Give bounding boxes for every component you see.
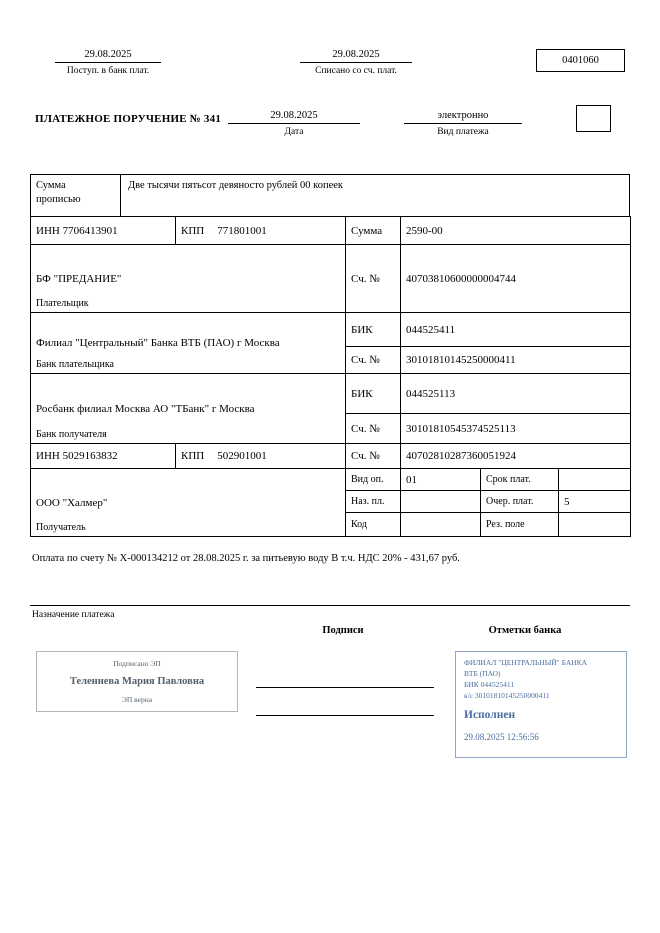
payee-kpp-label: КПП [181, 450, 205, 462]
reserve-value [559, 513, 631, 537]
form-code-box: 0401060 [536, 49, 625, 72]
ep-stamp-bottom: ЭП верна [121, 695, 153, 704]
doc-title: ПЛАТЕЖНОЕ ПОРУЧЕНИЕ № 341 [35, 113, 222, 125]
bank-stamp-line4: к/с 30101810145250000411 [464, 690, 550, 700]
received-date-group [55, 49, 161, 76]
code-value [401, 513, 481, 537]
received-date: 29.08.2025 [55, 49, 161, 63]
payee-inn: ИНН 5029163832 [31, 444, 176, 469]
payer-account-label: Сч. № [346, 245, 401, 313]
doc-date-group [228, 110, 360, 137]
payer-bank-name: Филиал "Центральный" Банка ВТБ (ПАО) г Москва [36, 337, 280, 349]
payer-account-value: 40703810600000004744 [401, 245, 631, 313]
payee-section-label: Получатель [36, 522, 86, 533]
header-empty-box [576, 105, 611, 132]
code-label: Код [346, 513, 401, 537]
reserve-label: Рез. поле [481, 513, 559, 537]
amount-value: 2590-00 [401, 217, 631, 245]
payee-bank-cell [31, 374, 346, 444]
payee-cell [31, 469, 346, 537]
payee-bank-bik-value: 044525113 [401, 374, 631, 414]
np-value [401, 491, 481, 513]
amount-words-label-line2: прописью [36, 194, 81, 206]
payer-kpp [176, 217, 346, 245]
payment-kind-caption: Вид платежа [437, 127, 489, 137]
bank-stamp-datetime: 29.08.2025 12:56:56 [464, 732, 539, 743]
received-caption: Поступ. в банк плат. [66, 66, 150, 76]
doc-date-caption: Дата [284, 127, 304, 137]
ep-stamp-top: Подписано ЭП [113, 659, 161, 668]
queue-label: Очер. плат. [481, 491, 559, 513]
bank-stamp-line1: ФИЛИАЛ "ЦЕНТРАЛЬНЫЙ" БАНКА [464, 658, 588, 667]
payee-bank-account-label: Сч. № [346, 414, 401, 444]
signature-line-1 [256, 651, 434, 688]
payer-kpp-value: 771801001 [217, 224, 267, 237]
amount-words-box [30, 174, 630, 217]
amount-words-label-line1: Сумма [36, 180, 66, 191]
debited-date-group [300, 49, 412, 76]
payer-bank-cell [31, 313, 346, 374]
debited-date: 29.08.2025 [300, 49, 412, 63]
amount-words-value: Две тысячи пятьсот девяносто рублей 00 копеек [128, 180, 344, 191]
payer-bank-bik-label: БИК [346, 313, 401, 347]
ep-stamp-name: Теленнева Мария Павловна [69, 676, 205, 687]
op-kind-value: 01 [401, 469, 481, 491]
op-kind-label: Вид оп. [346, 469, 401, 491]
payer-kpp-label: КПП [181, 224, 205, 237]
payee-account-label: Сч. № [346, 444, 401, 469]
signatures-heading: Подписи [322, 625, 364, 636]
payment-kind-group [404, 110, 522, 137]
bank-stamp-line3: БИК 044525411 [464, 679, 515, 689]
payer-bank-bik-value: 044525411 [401, 313, 631, 347]
np-label: Наз. пл. [346, 491, 401, 513]
payer-bank-account-value: 30101810145250000411 [401, 347, 631, 374]
signature-line-2 [256, 690, 434, 716]
payer-section-label: Плательщик [36, 298, 89, 309]
payment-table [30, 216, 631, 537]
payee-name: ООО "Халмер" [36, 496, 108, 509]
payer-inn: ИНН 7706413901 [31, 217, 176, 245]
ep-stamp [36, 651, 238, 712]
purpose-caption: Назначение платежа [32, 610, 115, 620]
payee-bank-name: Росбанк филиал Москва АО "ТБанк" г Москва [36, 402, 255, 415]
payee-bank-section-label: Банк получателя [36, 429, 107, 440]
payee-bank-bik-label: БИК [346, 374, 401, 414]
purpose-divider [30, 605, 630, 606]
payer-cell [31, 245, 346, 313]
debited-caption: Списано со сч. плат. [315, 66, 397, 76]
bank-stamp-status: Исполнен [464, 708, 516, 721]
payee-bank-account-value: 30101810545374525113 [401, 414, 631, 444]
doc-date-value: 29.08.2025 [228, 110, 360, 124]
payee-account-value: 40702810287360051924 [401, 444, 631, 469]
queue-value: 5 [559, 491, 631, 513]
amount-words-label [31, 175, 121, 216]
term-label: Срок плат. [481, 469, 559, 491]
term-value [559, 469, 631, 491]
payer-bank-account-label: Сч. № [346, 347, 401, 374]
payee-kpp-value: 502901001 [217, 450, 267, 462]
payer-bank-section-label: Банк плательщика [36, 359, 114, 370]
payee-kpp [176, 444, 346, 469]
bank-marks-heading: Отметки банка [488, 625, 562, 636]
payer-name: БФ "ПРЕДАНИЕ" [36, 272, 122, 285]
purpose-text: Оплата по счету № Х-000134212 от 28.08.2025 г. за питьевую воду В т.ч. НДС 20% - 431,67 руб. [32, 553, 460, 564]
amount-label: Сумма [346, 217, 401, 245]
bank-stamp [455, 651, 627, 758]
payment-kind-value: электронно [404, 110, 522, 124]
bank-stamp-line2: ВТБ (ПАО) [464, 668, 501, 678]
